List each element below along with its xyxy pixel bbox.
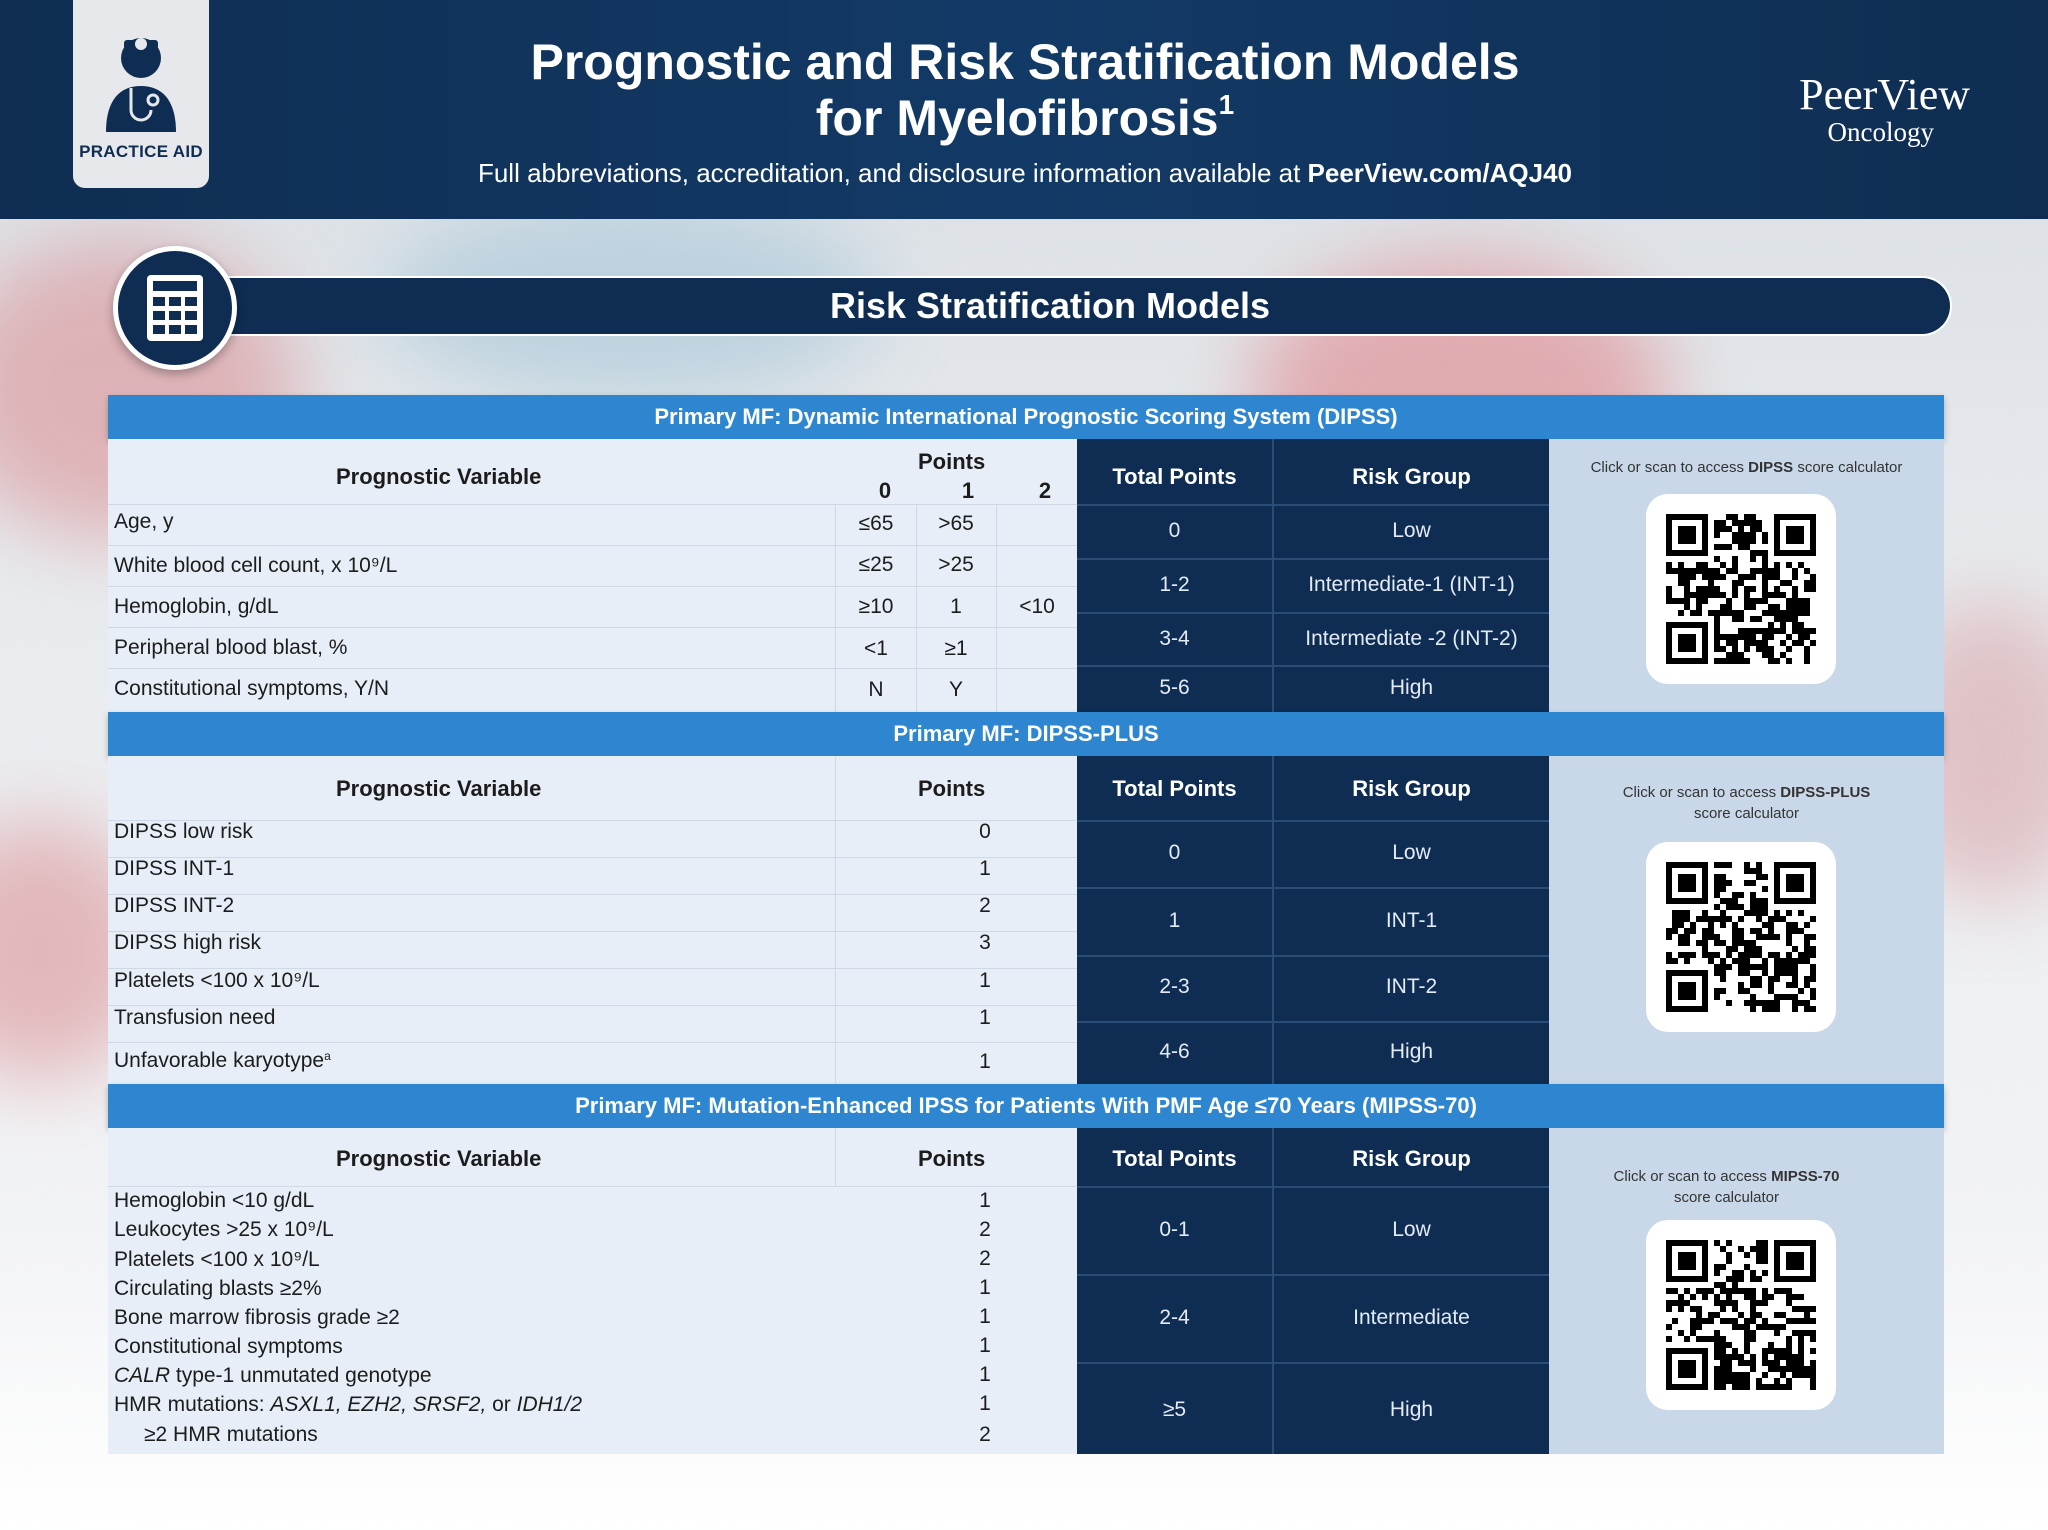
title-line-1: Prognostic and Risk Stratification Models bbox=[530, 34, 1520, 90]
dipss-row-p0: ≤65 bbox=[858, 512, 894, 535]
dipss-plus-risk-table bbox=[1077, 756, 1549, 1084]
dipss-plus-row-label: DIPSS INT-1 bbox=[114, 857, 235, 880]
dipss-row-label: Peripheral blood blast, % bbox=[114, 636, 348, 659]
dipss-plus-risk-value: INT-2 bbox=[1385, 975, 1438, 998]
dipss-risk-table bbox=[1077, 439, 1549, 712]
mipss70-row-points: 2 bbox=[979, 1218, 991, 1241]
dipss-total-value: 0 bbox=[1168, 519, 1181, 542]
qr-code-icon bbox=[1666, 862, 1816, 1012]
mipss70-title: Primary MF: Mutation-Enhanced IPSS for Patients With PMF Age ≤70 Years (MIPSS-70) bbox=[108, 1084, 1944, 1128]
dipss-plus-variables-table bbox=[108, 756, 1078, 1084]
mipss70-qr-panel bbox=[1549, 1128, 1944, 1454]
mipss70-total-value: 2-4 bbox=[1159, 1306, 1190, 1329]
mipss70-row-points: 1 bbox=[979, 1363, 991, 1386]
dipss-row-label: Constitutional symptoms, Y/N bbox=[114, 677, 390, 700]
dipss-title: Primary MF: Dynamic International Prognostic Scoring System (DIPSS) bbox=[108, 395, 1944, 439]
mipss70-risk-header: Risk Group bbox=[1352, 1146, 1471, 1171]
dipss-row-p1: 1 bbox=[950, 595, 962, 618]
practice-aid-badge bbox=[73, 0, 209, 188]
dipss-plus-row-points: 1 bbox=[979, 1050, 991, 1073]
doctor-icon bbox=[98, 28, 184, 132]
dipss-row-p0: ≥10 bbox=[858, 595, 894, 618]
dipss-plus-qr-caption: Click or scan to access DIPSS-PLUS score calculator bbox=[1622, 784, 1871, 822]
dipss-row-p0: ≤25 bbox=[858, 553, 894, 576]
dipss-plus-total-value: 2-3 bbox=[1159, 975, 1190, 998]
page-title bbox=[300, 34, 1750, 146]
mipss70-row-label: CALR type-1 unmutated genotype bbox=[114, 1364, 432, 1387]
mipss70-row-label: Leukocytes >25 x 10⁹/L bbox=[114, 1218, 334, 1241]
dipss-risk-value: Intermediate-1 (INT-1) bbox=[1308, 573, 1515, 596]
mipss70-row-points: 1 bbox=[979, 1276, 991, 1299]
mipss70-risk-value: High bbox=[1389, 1398, 1434, 1421]
calculator-icon bbox=[113, 246, 237, 370]
dipss-plus-risk-value: High bbox=[1389, 1040, 1434, 1063]
dipss-plus-title: Primary MF: DIPSS-PLUS bbox=[108, 712, 1944, 756]
dipss-plus-row-points: 3 bbox=[979, 931, 991, 954]
dipss-total-header: Total Points bbox=[1112, 464, 1237, 489]
qr-code-icon bbox=[1666, 514, 1816, 664]
qr-code-icon bbox=[1666, 1240, 1816, 1390]
dipss-row-p2: <10 bbox=[1019, 595, 1055, 618]
dipss-plus-risk-value: INT-1 bbox=[1385, 909, 1438, 932]
header bbox=[0, 0, 2048, 219]
mipss70-risk-value: Intermediate bbox=[1353, 1306, 1470, 1329]
dipss-row-label: Age, y bbox=[114, 510, 174, 533]
dipss-row-p0: <1 bbox=[864, 637, 888, 660]
dipss-points-col-1: 1 bbox=[961, 478, 975, 503]
dipss-row-p1: ≥1 bbox=[944, 637, 968, 660]
subtitle: Full abbreviations, accreditation, and disclosure information available at PeerView.com/AQJ40 bbox=[477, 158, 1573, 188]
mipss70-row-label: Constitutional symptoms bbox=[114, 1335, 343, 1358]
dipss-plus-total-value: 1 bbox=[1168, 909, 1181, 932]
dipss-row-p0: N bbox=[868, 678, 884, 701]
mipss70-row-points: 1 bbox=[979, 1189, 991, 1212]
dipss-points-col-2: 2 bbox=[1038, 478, 1052, 503]
dipss-plus-total-value: 0 bbox=[1168, 841, 1181, 864]
mipss70-total-value: 0-1 bbox=[1159, 1218, 1190, 1241]
dipss-plus-row-points: 1 bbox=[979, 969, 991, 992]
dipss-variable-header: Prognostic Variable bbox=[336, 464, 542, 489]
mipss70-row-label: Bone marrow fibrosis grade ≥2 bbox=[114, 1306, 400, 1329]
dipss-risk-value: High bbox=[1389, 676, 1434, 699]
mipss70-row-points: 1 bbox=[979, 1305, 991, 1328]
brand-logo bbox=[1740, 72, 1970, 146]
dipss-plus-row-label: DIPSS INT-2 bbox=[114, 894, 235, 917]
dipss-plus-row-label: DIPSS high risk bbox=[114, 931, 262, 954]
dipss-plus-qr-code[interactable] bbox=[1646, 842, 1836, 1032]
dipss-plus-row-label: Platelets <100 x 10⁹/L bbox=[114, 969, 320, 992]
dipss-points-col-0: 0 bbox=[878, 478, 892, 503]
title-footnote: 1 bbox=[1218, 89, 1235, 120]
title-line-2: for Myelofibrosis$^1$ bbox=[815, 89, 1235, 146]
mipss70-row-points: 2 bbox=[979, 1247, 991, 1270]
dipss-plus-row-points: 2 bbox=[979, 894, 991, 917]
dipss-plus-risk-header: Risk Group bbox=[1352, 776, 1471, 801]
dipss-total-value: 3-4 bbox=[1159, 627, 1190, 650]
mipss70-row-label: Hemoglobin <10 g/dL bbox=[114, 1189, 315, 1212]
brand-name: PeerView bbox=[1799, 70, 1970, 119]
dipss-plus-total-header: Total Points bbox=[1112, 776, 1237, 801]
dipss-plus-risk-value: Low bbox=[1392, 841, 1431, 864]
dipss-total-value: 5-6 bbox=[1159, 676, 1190, 699]
dipss-risk-value: Intermediate -2 (INT-2) bbox=[1305, 627, 1518, 650]
dipss-row-p1: >25 bbox=[938, 553, 974, 576]
mipss70-row-label: Platelets <100 x 10⁹/L bbox=[114, 1248, 320, 1271]
dipss-qr-code[interactable] bbox=[1646, 494, 1836, 684]
mipss70-row-label: ≥2 HMR mutations bbox=[144, 1423, 318, 1446]
dipss-qr-caption: Click or scan to access DIPSS score calculator bbox=[1590, 459, 1903, 476]
dipss-total-value: 1-2 bbox=[1159, 573, 1190, 596]
mipss70-row-points: 1 bbox=[979, 1334, 991, 1357]
mipss70-points-header: Points bbox=[918, 1146, 986, 1171]
dipss-plus-row-label: Unfavorable karyotype$^a$ bbox=[114, 1049, 331, 1072]
dipss-row-p1: >65 bbox=[938, 512, 974, 535]
dipss-plus-qr-panel bbox=[1549, 756, 1944, 1084]
dipss-plus-row-points: 0 bbox=[979, 820, 991, 843]
dipss-plus-total-value: 4-6 bbox=[1159, 1040, 1190, 1063]
dipss-variables-table bbox=[108, 439, 1078, 712]
dipss-risk-value: Low bbox=[1392, 519, 1431, 542]
dipss-points-header: Points bbox=[918, 449, 986, 474]
mipss70-risk-table bbox=[1077, 1128, 1549, 1454]
peerview-link[interactable]: PeerView.com/AQJ40 bbox=[1307, 158, 1573, 188]
mipss70-row-label: Circulating blasts ≥2% bbox=[114, 1277, 322, 1300]
mipss70-variable-header: Prognostic Variable bbox=[336, 1146, 542, 1171]
dipss-row-p1: Y bbox=[948, 678, 963, 701]
dipss-plus-row-points: 1 bbox=[979, 1006, 991, 1029]
dipss-plus-points-header: Points bbox=[918, 776, 986, 801]
practice-aid-label: PRACTICE AID bbox=[79, 142, 203, 161]
dipss-qr-panel bbox=[1549, 439, 1944, 712]
dipss-row-label: Hemoglobin, g/dL bbox=[114, 595, 279, 618]
dipss-row-label: White blood cell count, x 10⁹/L bbox=[114, 554, 398, 577]
mipss70-qr-code[interactable] bbox=[1646, 1220, 1836, 1410]
mipss70-total-header: Total Points bbox=[1112, 1146, 1237, 1171]
section-banner: Risk Stratification Models bbox=[150, 276, 1952, 336]
mipss70-row-points: 2 bbox=[979, 1423, 991, 1446]
mipss70-variables-table bbox=[108, 1128, 1078, 1454]
mipss70-risk-value: Low bbox=[1392, 1218, 1431, 1241]
mipss70-qr-caption: Click or scan to access MIPSS-70 score calculator bbox=[1613, 1168, 1840, 1206]
dipss-plus-row-points: 1 bbox=[979, 857, 991, 880]
mipss70-total-value: ≥5 bbox=[1162, 1398, 1187, 1421]
dipss-plus-row-label: DIPSS low risk bbox=[114, 820, 253, 843]
mipss70-row-points: 1 bbox=[979, 1392, 991, 1415]
dipss-risk-header: Risk Group bbox=[1352, 464, 1471, 489]
dipss-plus-row-label: Transfusion need bbox=[114, 1006, 276, 1029]
mipss70-row-label: HMR mutations: ASXL1, EZH2, SRSF2, or IDH1/2 bbox=[114, 1393, 582, 1416]
dipss-plus-variable-header: Prognostic Variable bbox=[336, 776, 542, 801]
brand-sub: Oncology bbox=[1827, 117, 1934, 147]
